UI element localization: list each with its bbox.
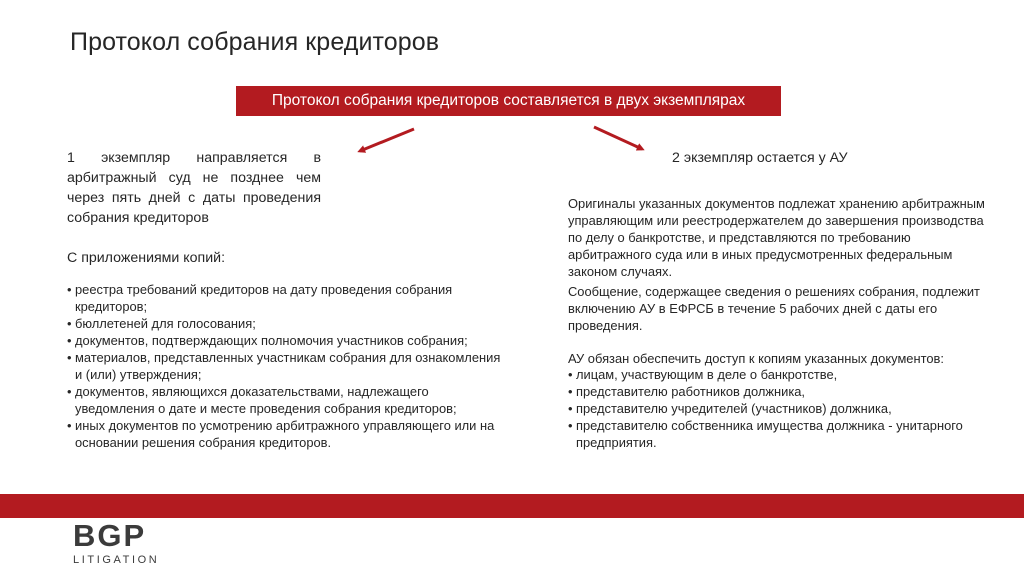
right-paragraph-access: АУ обязан обеспечить доступ к копиям указанных документов: [568,351,944,366]
right-paragraph-originals: Оригиналы указанных документов подлежат хранению арбитражным управляющим или реестродержателем до завершения производства по делу о банкротстве, и представляются по требованию арбитражного суда или в иных предусмотренных федеральным законом случаях. [568,196,985,279]
logo-sub-text: LITIGATION [73,554,160,566]
right-list [568,366,988,451]
banner: Протокол собрания кредиторов составляется в двух экземплярах [236,86,781,116]
list-item: • представителю работников должника, [568,383,988,400]
logo-main-text: BGP [73,518,147,553]
list-item: • документов, подтверждающих полномочия участников собрания; [67,332,507,349]
right-heading: 2 экземпляр остается у АУ [672,150,848,166]
list-item: • материалов, представленных участникам собрания для ознакомления и (или) утверждения; [67,349,507,383]
right-paragraph-efrsb: Сообщение, содержащее сведения о решениях собрания, подлежит включению АУ в ЕФРСБ в течение 5 рабочих дней с даты его проведения. [568,284,980,333]
list-item: • реестра требований кредиторов на дату проведения собрания кредиторов; [67,281,507,315]
list-item: • иных документов по усмотрению арбитражного управляющего или на основании решения собрания кредиторов. [67,417,507,451]
list-item: • лицам, участвующим в деле о банкротстве, [568,366,988,383]
list-item: • представителю собственника имущества должника - унитарного предприятия. [568,417,988,451]
list-item: • представителю учредителей (участников) должника, [568,400,988,417]
copies-label: С приложениями копий: [67,250,226,266]
list-item: • документов, являющихся доказательствами, надлежащего уведомления о дате и месте проведения собрания кредиторов; [67,383,507,417]
list-item: • бюллетеней для голосования; [67,315,507,332]
arrow-right-icon [594,127,642,149]
page-title: Протокол собрания кредиторов [70,28,440,56]
company-logo [73,520,159,566]
footer-band [0,494,1024,518]
arrow-left-icon [360,129,414,151]
left-heading: 1 экземпляр направляется в арбитражный суд не позднее чем через пять дней с даты проведения собрания кредиторов [67,150,321,226]
left-list [67,281,507,451]
